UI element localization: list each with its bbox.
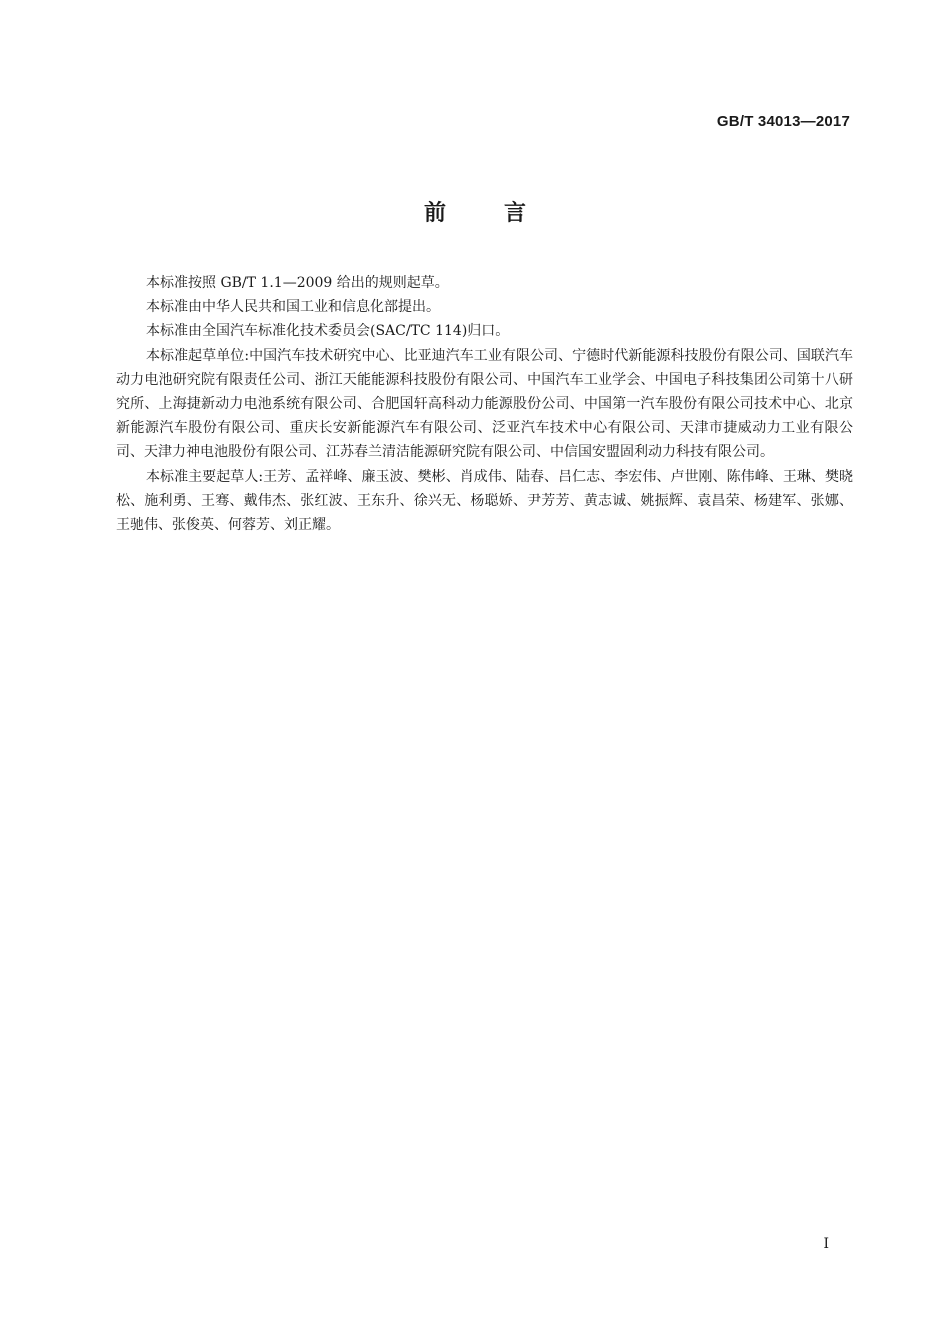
paragraph-drafters: 本标准主要起草人:王芳、孟祥峰、廉玉波、樊彬、肖成伟、陆春、吕仁志、李宏伟、卢世刚、陈伟峰、王琳、樊晓松、施利勇、王骞、戴伟杰、张红波、王东升、徐兴无、杨聪娇、尹芳芳、黄志诚、姚振辉、袁昌荣、杨建军、张娜、王驰伟、张俊英、何蓉芳、刘正耀。: [116, 468, 853, 534]
paragraph-drafting-rules: 本标准按照 GB/T 1.1—2009 给出的规则起草。: [146, 275, 449, 291]
paragraph-jurisdiction: 本标准由全国汽车标准化技术委员会(SAC/TC 114)归口。: [146, 323, 510, 340]
page-number: I: [823, 1236, 829, 1252]
foreword-body: [116, 271, 853, 537]
paragraph-drafting-units: 本标准起草单位:中国汽车技术研究中心、比亚迪汽车工业有限公司、宁德时代新能源科技股份有限公司、国联汽车动力电池研究院有限责任公司、浙江天能能源科技股份有限公司、中国汽车工业学会、中国电子科技集团公司第十八研究所、上海捷新动力电池系统有限公司、合肥国轩高科动力能源股份公司、中国第一汽车股份有限公司技术中心、北京新能源汽车股份有限公司、重庆长安新能源汽车有限公司、泛亚汽车技术中心有限公司、天津市捷威动力工业有限公司、天津力神电池股份有限公司、江苏春兰清洁能源研究院有限公司、中信国安盟固利动力科技有限公司。: [116, 347, 853, 461]
page-title: 前言: [423, 201, 584, 226]
standard-code: GB/T 34013—2017: [716, 113, 850, 130]
paragraph-proposer: 本标准由中华人民共和国工业和信息化部提出。: [146, 299, 440, 316]
